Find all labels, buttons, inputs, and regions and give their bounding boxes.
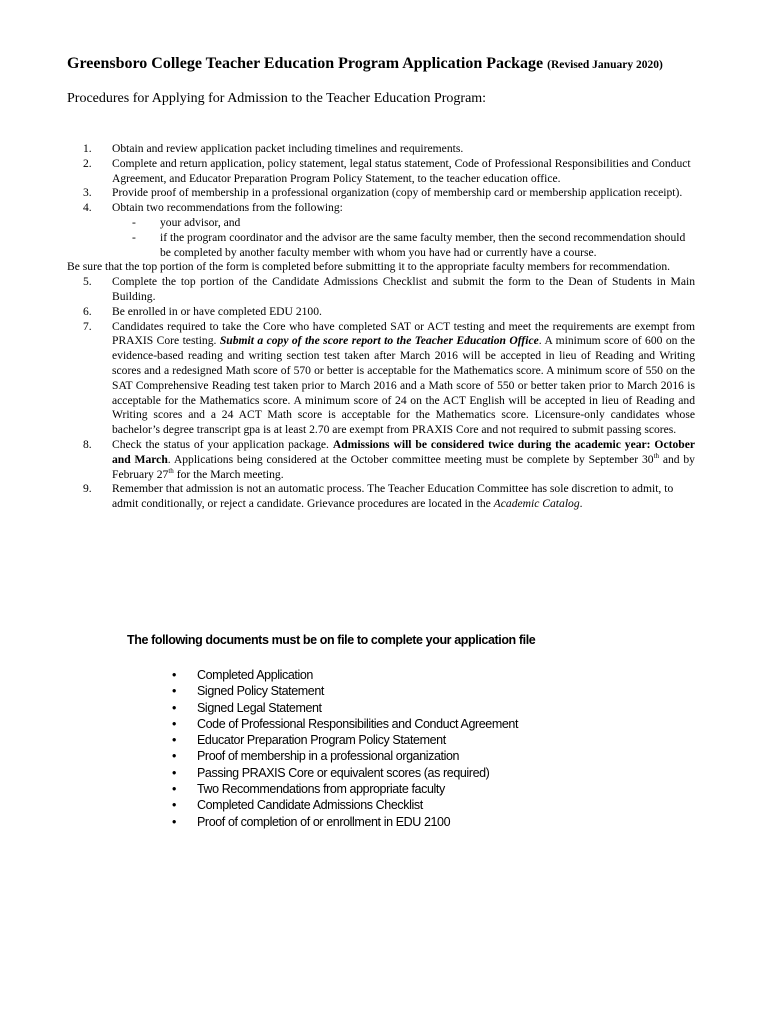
bullet-icon: •	[172, 798, 176, 813]
step-text: Be enrolled in or have completed EDU 2100.	[112, 304, 322, 318]
bullet-icon: •	[172, 765, 176, 780]
step-5	[67, 275, 695, 305]
step-9	[67, 482, 695, 512]
dash-marker: -	[132, 230, 136, 244]
document-item-text: Proof of membership in a professional organization	[197, 749, 460, 764]
bullet-icon: •	[172, 716, 176, 731]
step-6	[67, 305, 695, 320]
document-item	[172, 700, 518, 716]
bullet-icon: •	[172, 700, 176, 715]
bullet-icon: •	[172, 684, 176, 699]
document-item-text: Signed Policy Statement	[197, 684, 324, 699]
document-item	[172, 765, 518, 781]
bullet-icon: •	[172, 668, 176, 682]
academic-catalog-reference: Academic Catalog	[493, 497, 580, 511]
step-text: Provide proof of membership in a professional organization (copy of membership card or membership application receipt).	[112, 186, 683, 200]
step-2	[67, 157, 695, 187]
step-number: 1.	[83, 142, 92, 155]
document-item	[172, 667, 518, 683]
note-text: Be sure that the top portion of the form is completed before submitting it to the appropriate faculty members for recommendation.	[67, 260, 671, 274]
score-report-instruction: Submit a copy of the score report to the Teacher Education Office	[219, 334, 539, 348]
admission-periods: Admissions will be considered twice during the academic year: October and March	[112, 437, 695, 466]
procedure-steps-list	[67, 142, 695, 512]
title-text: Greensboro College Teacher Education Program Application Package	[67, 55, 544, 72]
sub-item	[112, 231, 695, 261]
step-1	[67, 142, 695, 157]
step-text-part: Candidates required to take the Core who have completed SAT or ACT testing and meet the requirements are exempt from PRAXIS Core testing.	[112, 319, 695, 348]
step-number: 3.	[83, 186, 92, 200]
dash-marker: -	[132, 215, 136, 229]
step-text-part: and by February 27	[112, 452, 695, 481]
recommendation-sources-list	[112, 216, 695, 260]
step-body	[112, 201, 695, 260]
step-text: Complete the top portion of the Candidate Admissions Checklist and submit the form to the Dean of Students in Main Building.	[112, 275, 695, 303]
sub-item	[112, 216, 695, 231]
step-text	[112, 482, 695, 512]
document-item-text: Proof of completion of or enrollment in EDU 2100	[197, 814, 451, 829]
ordinal-suffix: th	[168, 466, 174, 475]
step-number: 2.	[83, 156, 92, 170]
step-text-part: Remember that admission is not an automatic process. The Teacher Education Committee has sole discretion to admit, to admit conditionally, or reject a candidate. Grievance procedures are located in the	[112, 482, 674, 511]
step-text-part: for the March meeting.	[173, 467, 284, 481]
step-number: 8.	[83, 437, 92, 451]
sub-item-text: if the program coordinator and the advisor are the same faculty member, then the second recommendation should be completed by another faculty member with whom you have had or currently have a course.	[160, 230, 686, 259]
step-text: Complete and return application, policy statement, legal status statement, Code of Professional Responsibilities and Conduct Agreement, and Educator Preparation Program Policy Statement, to the teacher education office.	[112, 156, 691, 185]
document-item	[172, 716, 518, 732]
step-text-part: . A minimum score of 600 on the evidence-based reading and writing section test taken after March 2016 will be accepted in lieu of Reading and Writing scores and a redesigned Math score of 570 or better is acceptable for the Mathematics score. A minimum score of 550 on the SAT Comprehensive Reading test taken prior to March 2016 and a Math score of 550 or better taken prior to March 2016 is acceptable for the Mathematics score. A minimum score of 24 on the ACT English will be accepted in lieu of Reading and Writing scores and a 24 ACT Math score is acceptable for the Mathematics score. Licensure-only candidates whose bachelor’s degree transcript gpa is at least 2.70 are exempt from PRAXIS Core and not required to submit passing scores.	[112, 334, 695, 437]
document-item-text: Code of Professional Responsibilities and Conduct Agreement	[197, 716, 519, 731]
sub-item-text: your advisor, and	[160, 215, 241, 229]
document-item-text: Completed Application	[197, 668, 313, 682]
step-text-part: .	[579, 497, 583, 511]
step-4	[67, 201, 695, 260]
step-text: Obtain two recommendations from the following:	[112, 201, 343, 215]
bullet-icon: •	[172, 733, 176, 748]
step-number: 6.	[83, 304, 92, 318]
step-text	[112, 438, 695, 482]
step-text-part: Check the status of your application package.	[112, 437, 329, 451]
step-text	[112, 320, 695, 438]
document-item	[172, 797, 518, 813]
step-number: 4.	[83, 201, 92, 215]
required-documents-heading: The following documents must be on file to complete your application file	[127, 633, 536, 647]
document-item-text: Signed Legal Statement	[197, 700, 322, 715]
bullet-icon: •	[172, 782, 176, 797]
document-item-text: Completed Candidate Admissions Checklist	[197, 798, 423, 813]
document-title	[67, 55, 663, 73]
step-3	[67, 186, 695, 201]
step-8	[67, 438, 695, 482]
revision-note: (Revised January 2020)	[547, 59, 663, 71]
step-4-note	[67, 260, 695, 275]
document-item-text: Passing PRAXIS Core or equivalent scores (as required)	[197, 765, 490, 780]
step-text: Obtain and review application packet including timelines and requirements.	[112, 142, 464, 155]
document-item-text: Educator Preparation Program Policy Statement	[197, 733, 446, 748]
bullet-icon: •	[172, 749, 176, 764]
document-item-text: Two Recommendations from appropriate faculty	[197, 782, 445, 797]
procedures-heading: Procedures for Applying for Admission to the Teacher Education Program:	[67, 91, 487, 106]
bullet-icon: •	[172, 814, 176, 829]
ordinal-suffix: th	[653, 451, 660, 460]
required-documents-list	[172, 667, 518, 830]
step-text-part: . Applications being considered at the October committee meeting must be complete by September 30	[167, 452, 654, 466]
document-item	[172, 814, 518, 830]
document-item	[172, 781, 518, 797]
step-number: 9.	[83, 482, 92, 496]
step-number: 7.	[83, 319, 92, 333]
document-item	[172, 732, 518, 748]
document-item	[172, 683, 518, 699]
step-number: 5.	[83, 275, 92, 289]
document-item	[172, 748, 518, 764]
step-7	[67, 320, 695, 438]
